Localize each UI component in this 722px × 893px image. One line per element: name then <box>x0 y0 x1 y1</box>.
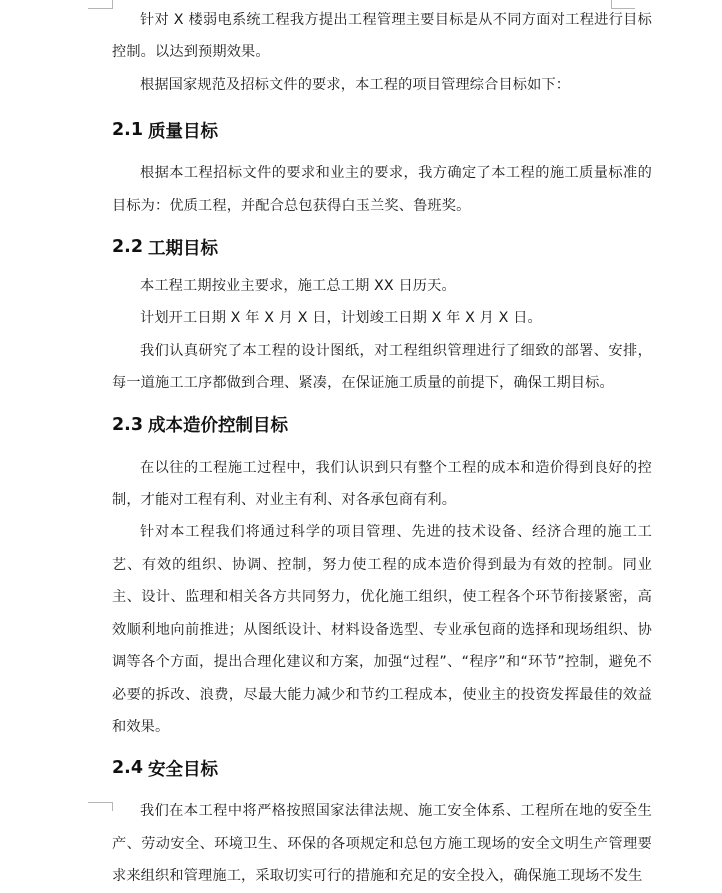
section-title: 质量目标 <box>148 121 218 142</box>
section-heading-cost <box>112 406 652 444</box>
section-title: 工期目标 <box>148 238 218 259</box>
section-title: 安全目标 <box>148 759 218 780</box>
schedule-paragraph: 我们认真研究了本工程的设计图纸，对工程组织管理进行了细致的部署、安排，每一道施工工序都做到合理、紧凑，在保证施工质量的前提下，确保工期目标。 <box>112 342 652 392</box>
schedule-paragraph: 计划开工日期 X 年 X 月 X 日，计划竣工日期 X 年 X 月 X 日。 <box>140 310 542 327</box>
section-heading-quality <box>112 111 652 149</box>
section-number: 2.2 <box>112 237 144 258</box>
cost-paragraph: 针对本工程我们将通过科学的项目管理、先进的技术设备、经济合理的施工工艺、有效的组织、协调、控制，努力使工程的成本造价得到最为有效的控制。同业主、设计、监理和相关各方共同努力，优化施工组织，使工程各个环节衔接紧密，高效顺利地向前推进；从图纸设计、材料设备选型、专业承包商的选择和现场组织、协调等各个方面，提出合理化建议和方案，加强“过程”、“程序”和“环节”控制，避免不必要的拆改、浪费，尽最大能力减少和节约工程成本，使业主的投资发挥最佳的效益和效果。 <box>112 524 652 735</box>
safety-paragraph: 我们在本工程中将严格按照国家法律法规、施工安全体系、工程所在地的安全生产、劳动安全、环境卫生、环保的各项规定和总包方施工现场的安全文明生产管理要求来组织和管理施工，采取切实可行的措施和充足的安全投入，确保施工现场不发生 <box>112 803 652 885</box>
schedule-paragraph: 本工程工期按业主要求，施工总工期 XX 日历天。 <box>140 278 456 295</box>
intro-paragraph: 根据国家规范及招标文件的要求，本工程的项目管理综合目标如下： <box>140 76 571 93</box>
section-number: 2.1 <box>112 120 144 141</box>
section-heading-schedule <box>112 228 652 266</box>
section-title: 成本造价控制目标 <box>148 416 288 437</box>
crop-mark <box>88 8 112 9</box>
crop-mark <box>88 802 112 803</box>
section-number: 2.4 <box>112 758 144 779</box>
intro-paragraph: 针对 X 楼弱电系统工程我方提出工程管理主要目标是从不同方面对工程进行目标控制。以达到预期效果。 <box>112 12 652 61</box>
section-number: 2.3 <box>112 414 144 435</box>
document-body <box>112 4 652 893</box>
quality-paragraph: 根据本工程招标文件的要求和业主的要求，我方确定了本工程的施工质量标准的目标为：优质工程，并配合总包获得白玉兰奖、鲁班奖。 <box>112 165 652 214</box>
section-heading-safety <box>112 749 652 787</box>
cost-paragraph: 在以往的工程施工过程中，我们认识到只有整个工程的成本和造价得到良好的控制，才能对工程有利、对业主有利、对各承包商有利。 <box>112 459 652 509</box>
